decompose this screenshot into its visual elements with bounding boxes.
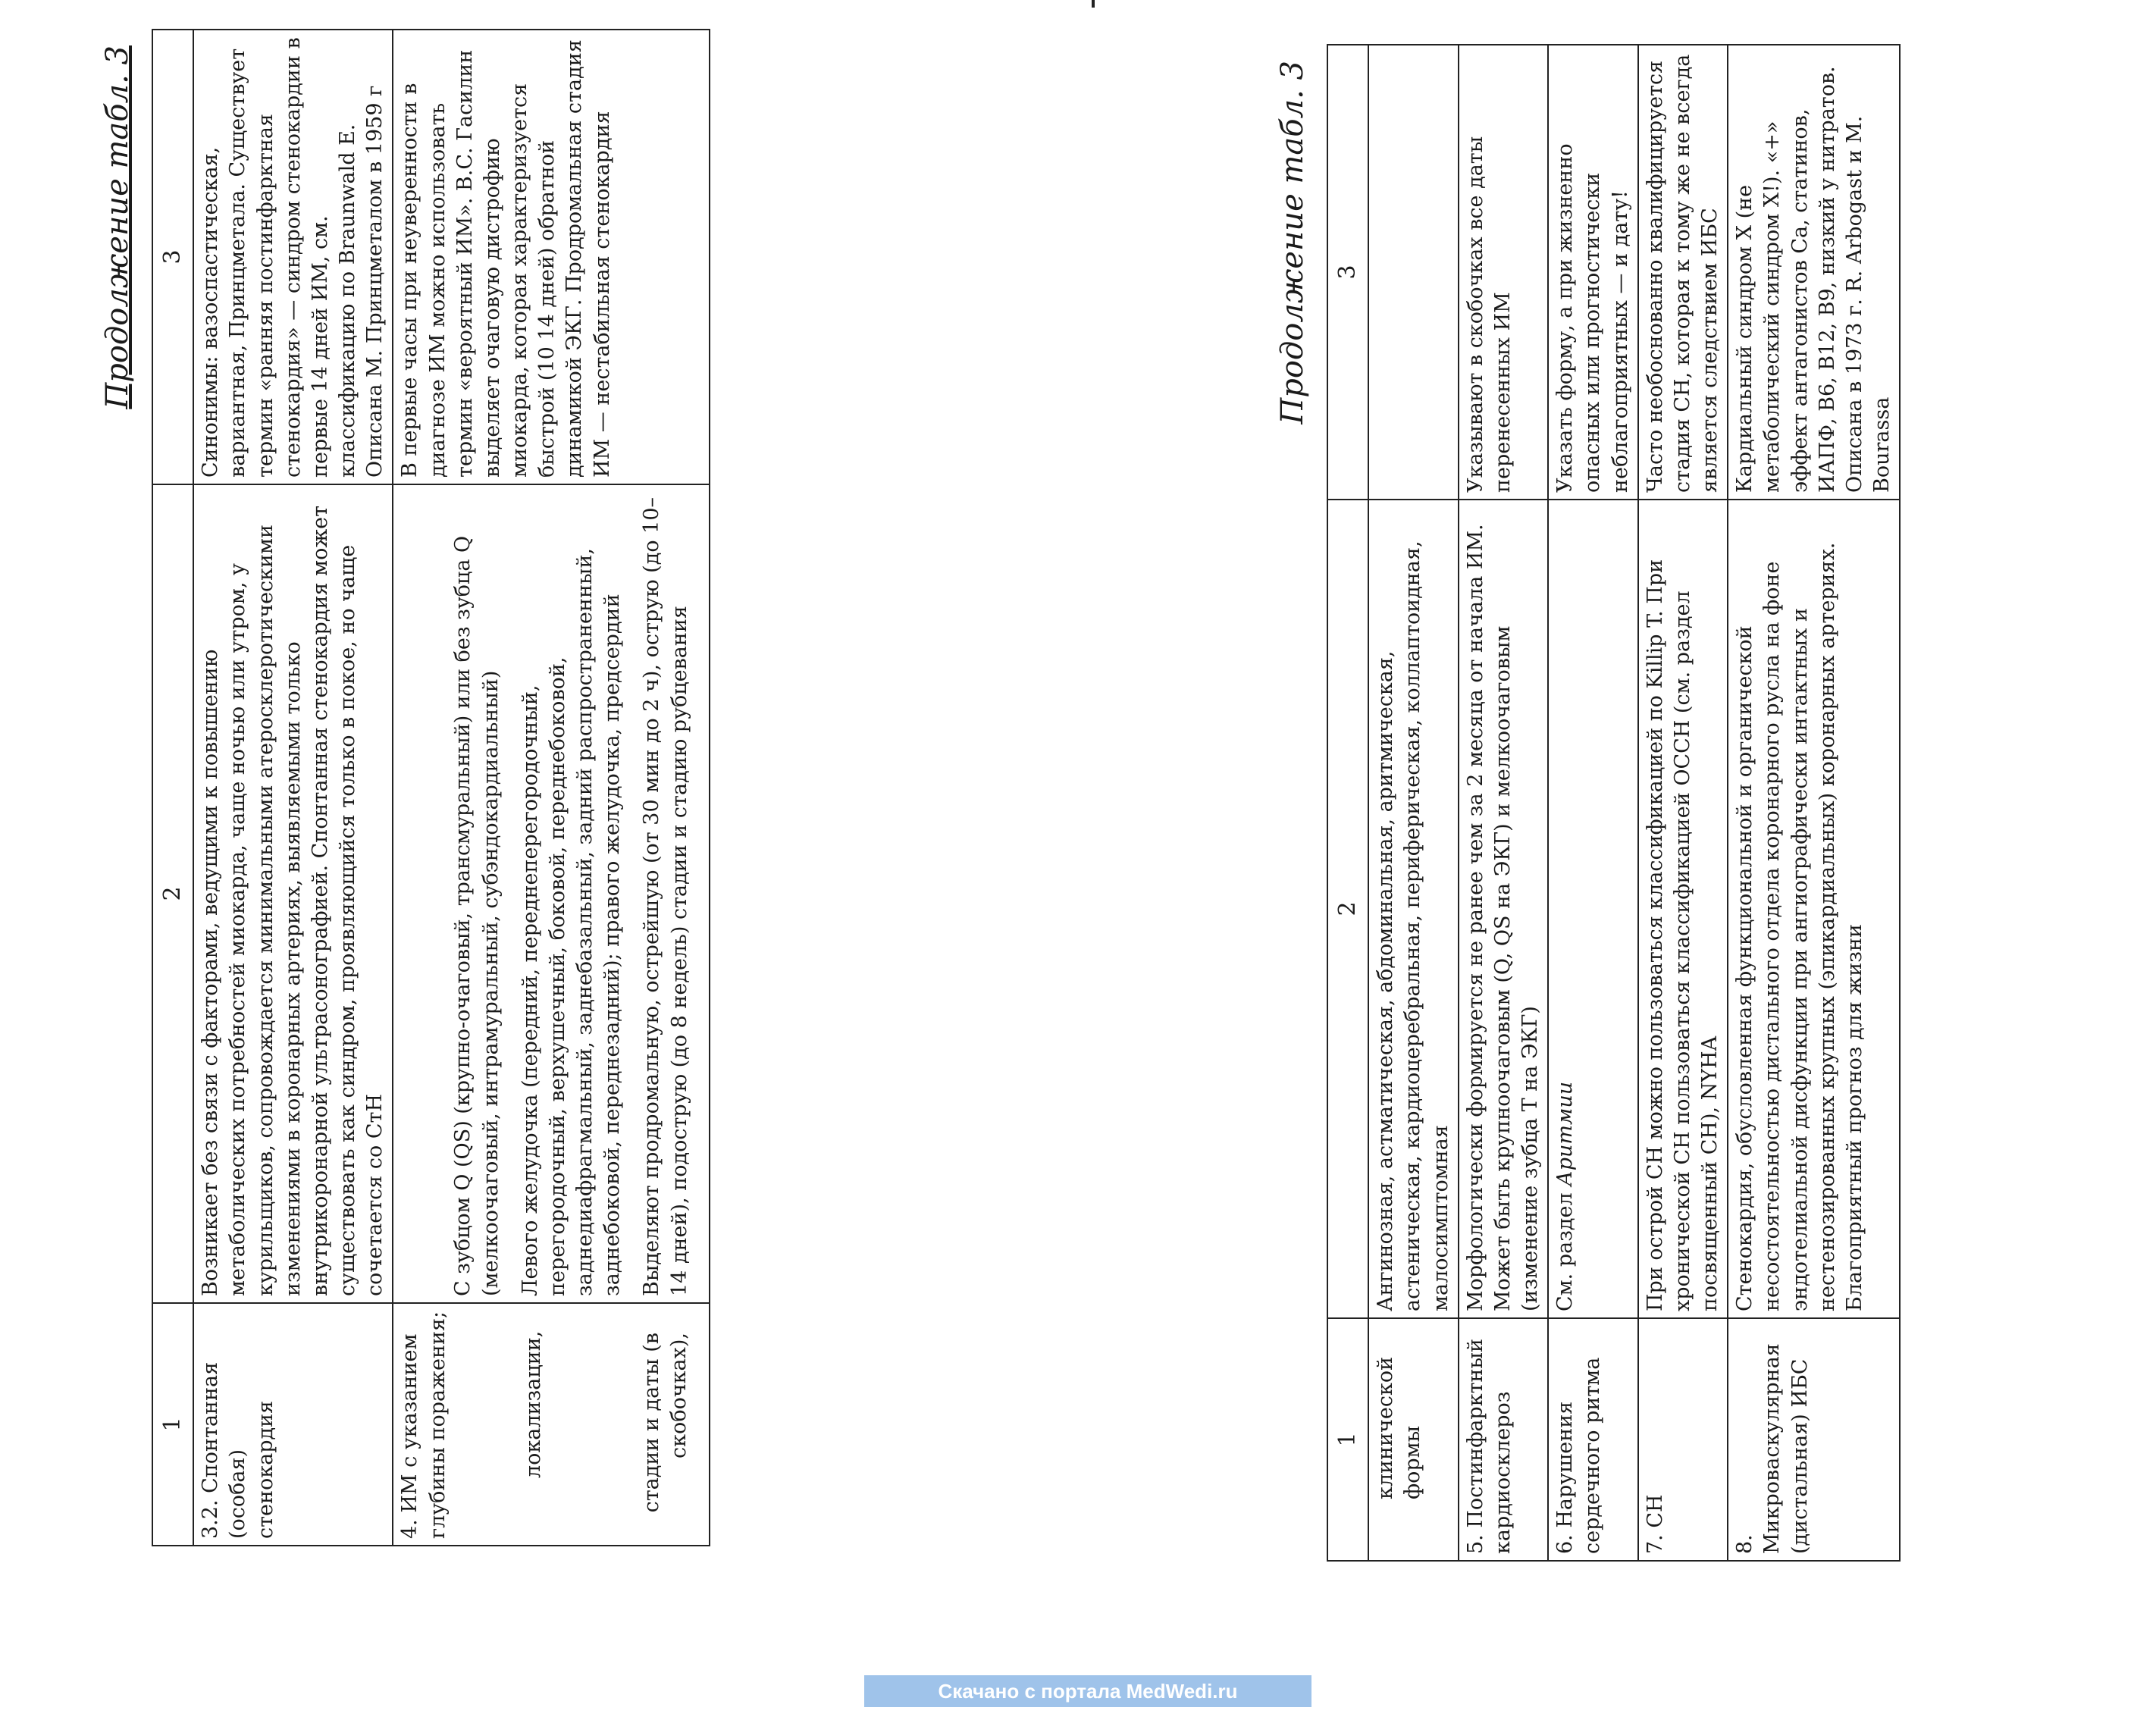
col-3-header: 3 — [152, 30, 193, 484]
page-1-header — [83, 30, 152, 1546]
page-2-header-row — [1327, 45, 1368, 1561]
table-row — [1548, 45, 1638, 1561]
page-2-table — [1327, 44, 1901, 1562]
col-2-header: 2 — [152, 484, 193, 1303]
row-note: Кардиальный синдром X (не метаболический синдром X!). «+» эффект антагонистов Са, статинов, ИАПФ, B6, B12, B9, низкий у нитратов. Описана в 1973 г. R. Arbogast и M. Bourassa — [1728, 45, 1900, 500]
page-1-table — [152, 29, 710, 1546]
page-1-title: Продолжение табл. 3 — [100, 45, 135, 409]
desc-localization: Левого желудочка (передний, переднеперегородочный, перегородочный, верхушечный, боковой, переднебоковой, заднедиафрагмальный, заднебазальный, задний распространенный, заднебоковой, переднезадний); правого желудочка, предсердий — [518, 547, 625, 1296]
page-2-title: Продолжение табл. 3 — [1275, 61, 1310, 424]
row-description: Ангинозная, астматическая, абдоминальная, аритмическая, астеническая, кардиоцеребральная, периферическая, коллаптоидная, малосимптомная — [1368, 500, 1459, 1318]
desc-link-arrhythmia: Аритмии — [1553, 1081, 1578, 1186]
row-term: 8. Микроваскулярная (дистальная) ИБС — [1728, 1318, 1900, 1561]
row-description: Морфологически формируется не ранее чем за 2 месяца от начала ИМ. Может быть крупноочаговым (Q, QS на ЭКГ) и мелкоочаговым (изменение зубца T на ЭКГ) — [1459, 500, 1549, 1318]
row-term: 5. Постинфарктный кардиосклероз — [1459, 1318, 1549, 1561]
table-row — [393, 30, 709, 1546]
row-note: Указывают в скобочках все даты перенесенных ИМ — [1459, 45, 1549, 500]
page-2 — [1258, 45, 1901, 1562]
row-note: Синонимы: вазоспастическая, вариантная, Принцметала. Существует термин «ранняя постинфарктная стенокардия» — синдром стенокардии в первые 14 дней ИМ, см. классификацию по Braunwald E. Описана М. Принцметалом в 1959 г — [193, 30, 393, 484]
col-2-header: 2 — [1327, 500, 1368, 1318]
download-banner[interactable]: Скачано с портала MedWedi.ru — [864, 1675, 1311, 1707]
desc-depth: С зубцом Q (QS) (крупно-очаговый, трансмуральный) или без зубца Q (мелкоочаговый, интрамуральный, субэндокардиальный) — [451, 535, 503, 1296]
row-term: 3.2. Спонтанная (особая) стенокардия — [193, 1303, 393, 1546]
table-row — [1638, 45, 1728, 1561]
term-stage: стадии и даты (в скобочках), — [639, 1333, 691, 1513]
page-2-header — [1258, 45, 1327, 1562]
row-term: 7. СН — [1638, 1318, 1728, 1561]
row-term — [393, 1303, 709, 1546]
table-row — [193, 30, 393, 1546]
row-note: В первые часы при неуверенности в диагнозе ИМ можно использовать термин «вероятный ИМ». В.С. Гасилин выделяет очаговую дистрофию миокарда, которая характеризуется быстрой (10 14 дней) обратной динамикой ЭКГ. Продромальная стадия ИМ — нестабильная стенокардия — [393, 30, 709, 484]
term-depth: 4. ИМ с указанием глубины поражения; — [398, 1311, 450, 1539]
desc-stage: Выделяют продромальную, острейшую (от 30 мин до 2 ч), острую (до 10–14 дней), подострую (до 8 недель) стадии и стадию рубцевания — [640, 497, 691, 1296]
row-note: Указать форму, а при жизненно опасных или прогностически неблагоприятных — и дату! — [1548, 45, 1638, 500]
page-1 — [83, 30, 710, 1546]
row-term: 6. Нарушения сердечного ритма — [1548, 1318, 1638, 1561]
table-row — [1459, 45, 1549, 1561]
table-row — [1728, 45, 1900, 1561]
row-description — [1548, 500, 1638, 1318]
row-description: Стенокардия, обусловленная функциональной и органической несостоятельностью дистального отдела коронарного русла на фоне эндотелиальной дисфункции при ангиографически интактных и нестенозированных крупных (эпикардиальных) коронарных артериях. Благоприятный прогноз для жизни — [1728, 500, 1900, 1318]
desc-prefix: См. раздел — [1553, 1186, 1578, 1311]
row-description — [393, 484, 709, 1303]
row-term: клинической формы — [1368, 1318, 1459, 1561]
row-note: Часто необоснованно квалифицируется стадия СН, которая к тому же не всегда является следствием ИБС — [1638, 45, 1728, 500]
col-3-header: 3 — [1327, 45, 1368, 500]
row-note — [1368, 45, 1459, 500]
term-localization: локализации, — [521, 1330, 545, 1478]
col-1-header: 1 — [1327, 1318, 1368, 1561]
page-top-mark — [1092, 0, 1095, 8]
table-row — [1368, 45, 1459, 1561]
page-1-header-row — [152, 30, 193, 1546]
col-1-header: 1 — [152, 1303, 193, 1546]
row-description: Возникает без связи с факторами, ведущими к повышению метаболических потребностей миокарда, чаще ночью или утром, у курильщиков, сопровождается минимальными атеросклеротическими изменениями в коронарных артериях, выявляемыми только внутрикоронарной ультрасонографией. Спонтанная стенокардия может существовать как синдром, проявляющийся только в покое, но чаще сочетается со СтН — [193, 484, 393, 1303]
row-description: При острой СН можно пользоваться классификацией по Killip T. При хронической СН пользоваться классификацией ОССН (см. раздел посвященный СН), NYHA — [1638, 500, 1728, 1318]
